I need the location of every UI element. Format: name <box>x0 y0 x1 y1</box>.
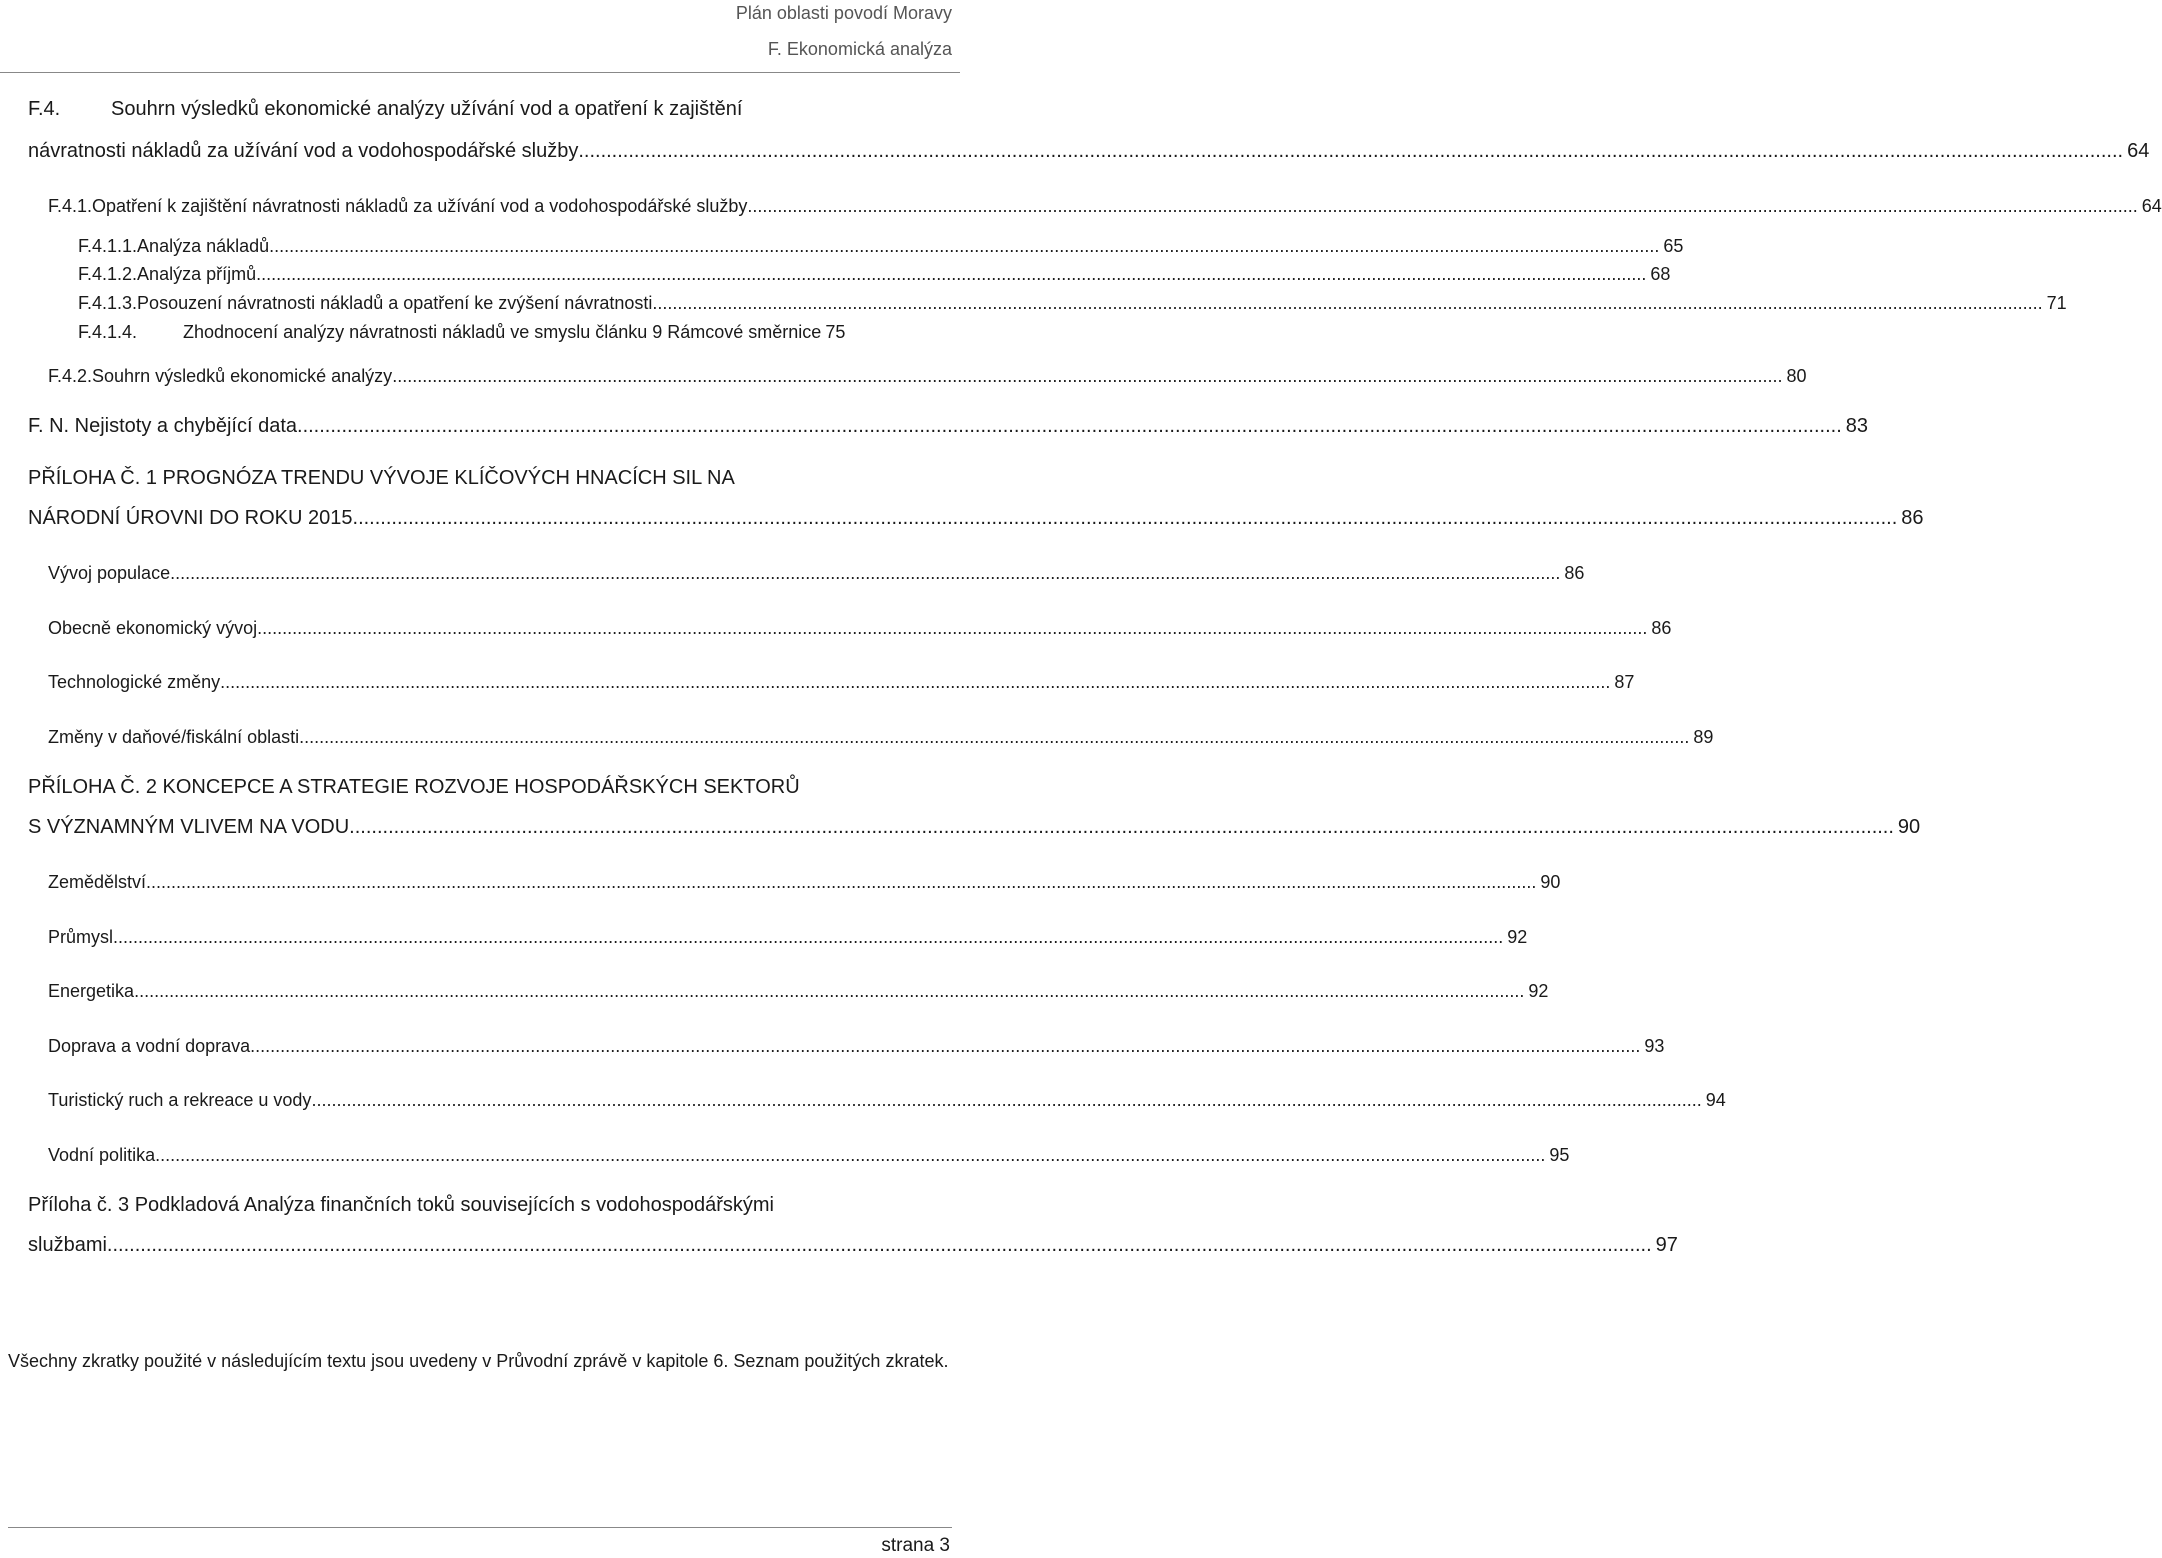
toc-title: Příloha č. 3 Podkladová Analýza finančních toků souvisejících s vodohospodářskými <box>28 1194 774 1216</box>
toc-entry-f41[interactable] <box>48 196 2162 217</box>
toc-number: F.4.1.3. <box>78 293 138 313</box>
toc-leader <box>747 196 2137 217</box>
footer-divider <box>8 1527 952 1528</box>
toc-entry-annex1-item[interactable] <box>48 727 1714 748</box>
toc-page-number: 95 <box>1549 1145 1570 1165</box>
toc-entry-annex2-item[interactable] <box>48 1036 1665 1057</box>
toc-title: Souhrn výsledků ekonomické analýzy <box>92 366 393 386</box>
toc-entry-f42[interactable] <box>48 366 1807 387</box>
toc-page-number: 75 <box>825 322 846 342</box>
toc-title: Posouzení návratnosti nákladů a opatření ke zvýšení návratnosti <box>137 293 653 313</box>
header-divider <box>0 72 960 73</box>
toc-number: F.4.1. <box>48 196 93 216</box>
toc-page-number: 68 <box>1650 264 1671 284</box>
toc-title: Turistický ruch a rekreace u vody <box>48 1090 312 1110</box>
toc-number: F.4. <box>28 98 61 120</box>
toc-leader <box>349 816 1894 839</box>
toc-title: Průmysl <box>48 927 114 947</box>
toc-title: Zhodnocení analýzy návratnosti nákladů ve smyslu článku 9 Rámcové směrnice <box>183 322 822 342</box>
toc-page-number: 94 <box>1705 1090 1726 1110</box>
toc-number: F.4.1.2. <box>78 264 138 284</box>
toc-title: PŘÍLOHA Č. 1 PROGNÓZA TRENDU VÝVOJE KLÍČOVÝCH HNACÍCH SIL NA <box>28 467 735 489</box>
toc-leader <box>256 264 1646 285</box>
toc-page-number: 71 <box>2046 293 2067 313</box>
toc-page-number: 93 <box>1644 1036 1665 1056</box>
toc-page-number: 65 <box>1663 236 1684 256</box>
toc-entry-annex1-item[interactable] <box>48 618 1672 639</box>
abbreviations-note: Všechny zkratky použité v následujícím textu jsou uvedeny v Průvodní zprávě v kapitole 6. Seznam použitých zkratek. <box>8 1351 949 1371</box>
toc-leader <box>311 1090 1701 1111</box>
toc-leader <box>578 140 2123 163</box>
toc-entry-f414[interactable] <box>78 322 948 343</box>
toc-leader <box>297 415 1842 438</box>
toc-title-continued: službami <box>28 1234 107 1256</box>
toc-entry-annex1-line2[interactable] <box>28 507 1924 530</box>
toc-entry-annex2-item[interactable] <box>48 927 1528 948</box>
toc-entry-f412[interactable] <box>78 264 1671 285</box>
page-number-footer: strana 3 <box>881 1535 950 1556</box>
toc-title: PŘÍLOHA Č. 2 KONCEPCE A STRATEGIE ROZVOJE HOSPODÁŘSKÝCH SEKTORŮ <box>28 776 800 798</box>
toc-page-number: 86 <box>1901 507 1924 529</box>
toc-page-number: 64 <box>2141 196 2162 216</box>
toc-title: Opatření k zajištění návratnosti nákladů za užívání vod a vodohospodářské služby <box>92 196 748 216</box>
toc-page-number: 87 <box>1614 672 1635 692</box>
toc-entry-f4-line1[interactable] <box>28 98 742 121</box>
toc-leader <box>269 236 1659 257</box>
toc-number: F.4.2. <box>48 366 93 386</box>
toc-entry-annex1-line1[interactable] <box>28 467 735 490</box>
toc-leader <box>170 563 1560 584</box>
toc-title: Analýza nákladů <box>137 236 270 256</box>
toc-leader <box>299 727 1689 748</box>
toc-page-number: 80 <box>1786 366 1807 386</box>
toc-entry-annex3-line2[interactable] <box>28 1234 1678 1257</box>
toc-leader <box>392 366 1782 387</box>
toc-number: F.4.1.1. <box>78 236 138 256</box>
toc-title: F. N. Nejistoty a chybějící data <box>28 415 298 437</box>
running-header-chapter: F. Ekonomická analýza <box>767 39 952 59</box>
toc-page-number: 64 <box>2127 140 2150 162</box>
toc-title: Vývoj populace <box>48 563 171 583</box>
toc-title: Vodní politika <box>48 1145 156 1165</box>
toc-entry-annex1-item[interactable] <box>48 672 1635 693</box>
running-header-title: Plán oblasti povodí Moravy <box>735 3 952 23</box>
toc-leader <box>257 618 1647 639</box>
toc-leader <box>146 872 1536 893</box>
toc-entry-annex2-item[interactable] <box>48 872 1561 893</box>
toc-entry-annex1-item[interactable] <box>48 563 1585 584</box>
toc-entry-f411[interactable] <box>78 236 1684 257</box>
toc-page-number: 97 <box>1655 1234 1678 1256</box>
toc-title: Souhrn výsledků ekonomické analýzy užívání vod a opatření k zajištění <box>111 98 743 120</box>
toc-page-number: 83 <box>1845 415 1869 437</box>
toc-title: Technologické změny <box>48 672 221 692</box>
toc-entry-annex2-line1[interactable] <box>28 776 800 799</box>
toc-entry-annex2-line2[interactable] <box>28 816 1921 839</box>
toc-page-number: 92 <box>1528 981 1549 1001</box>
toc-title: Doprava a vodní doprava <box>48 1036 251 1056</box>
toc-title-continued: S VÝZNAMNÝM VLIVEM NA VODU <box>28 816 350 838</box>
toc-leader <box>220 672 1610 693</box>
toc-leader <box>113 927 1503 948</box>
toc-title: Zemědělství <box>48 872 147 892</box>
toc-leader <box>652 293 2042 314</box>
toc-entry-annex3-line1[interactable] <box>28 1194 774 1217</box>
toc-number: F.4.1.4. <box>78 322 138 342</box>
toc-leader <box>155 1145 1545 1166</box>
toc-title: Obecně ekonomický vývoj <box>48 618 258 638</box>
toc-entry-fn[interactable] <box>28 415 1869 438</box>
toc-entry-f4-line2[interactable] <box>28 140 2150 163</box>
toc-page-number: 92 <box>1507 927 1528 947</box>
toc-title: Změny v daňové/fiskální oblasti <box>48 727 300 747</box>
toc-page-number: 86 <box>1651 618 1672 638</box>
toc-entry-annex2-item[interactable] <box>48 981 1549 1002</box>
toc-page-number: 89 <box>1693 727 1714 747</box>
toc-title: Analýza příjmů <box>137 264 257 284</box>
toc-page-number: 86 <box>1564 563 1585 583</box>
toc-entry-annex2-item[interactable] <box>48 1145 1570 1166</box>
toc-leader <box>353 507 1898 530</box>
toc-leader <box>250 1036 1640 1057</box>
toc-title-continued: návratnosti nákladů za užívání vod a vodohospodářské služby <box>28 140 579 162</box>
toc-title-continued: NÁRODNÍ ÚROVNI DO ROKU 2015 <box>28 507 353 529</box>
toc-title: Energetika <box>48 981 135 1001</box>
toc-page-number: 90 <box>1897 816 1921 838</box>
toc-page-number: 90 <box>1540 872 1561 892</box>
toc-leader <box>134 981 1524 1002</box>
toc-entry-annex2-item[interactable] <box>48 1090 1726 1111</box>
toc-entry-f413[interactable] <box>78 293 2067 314</box>
toc-leader <box>107 1234 1652 1257</box>
